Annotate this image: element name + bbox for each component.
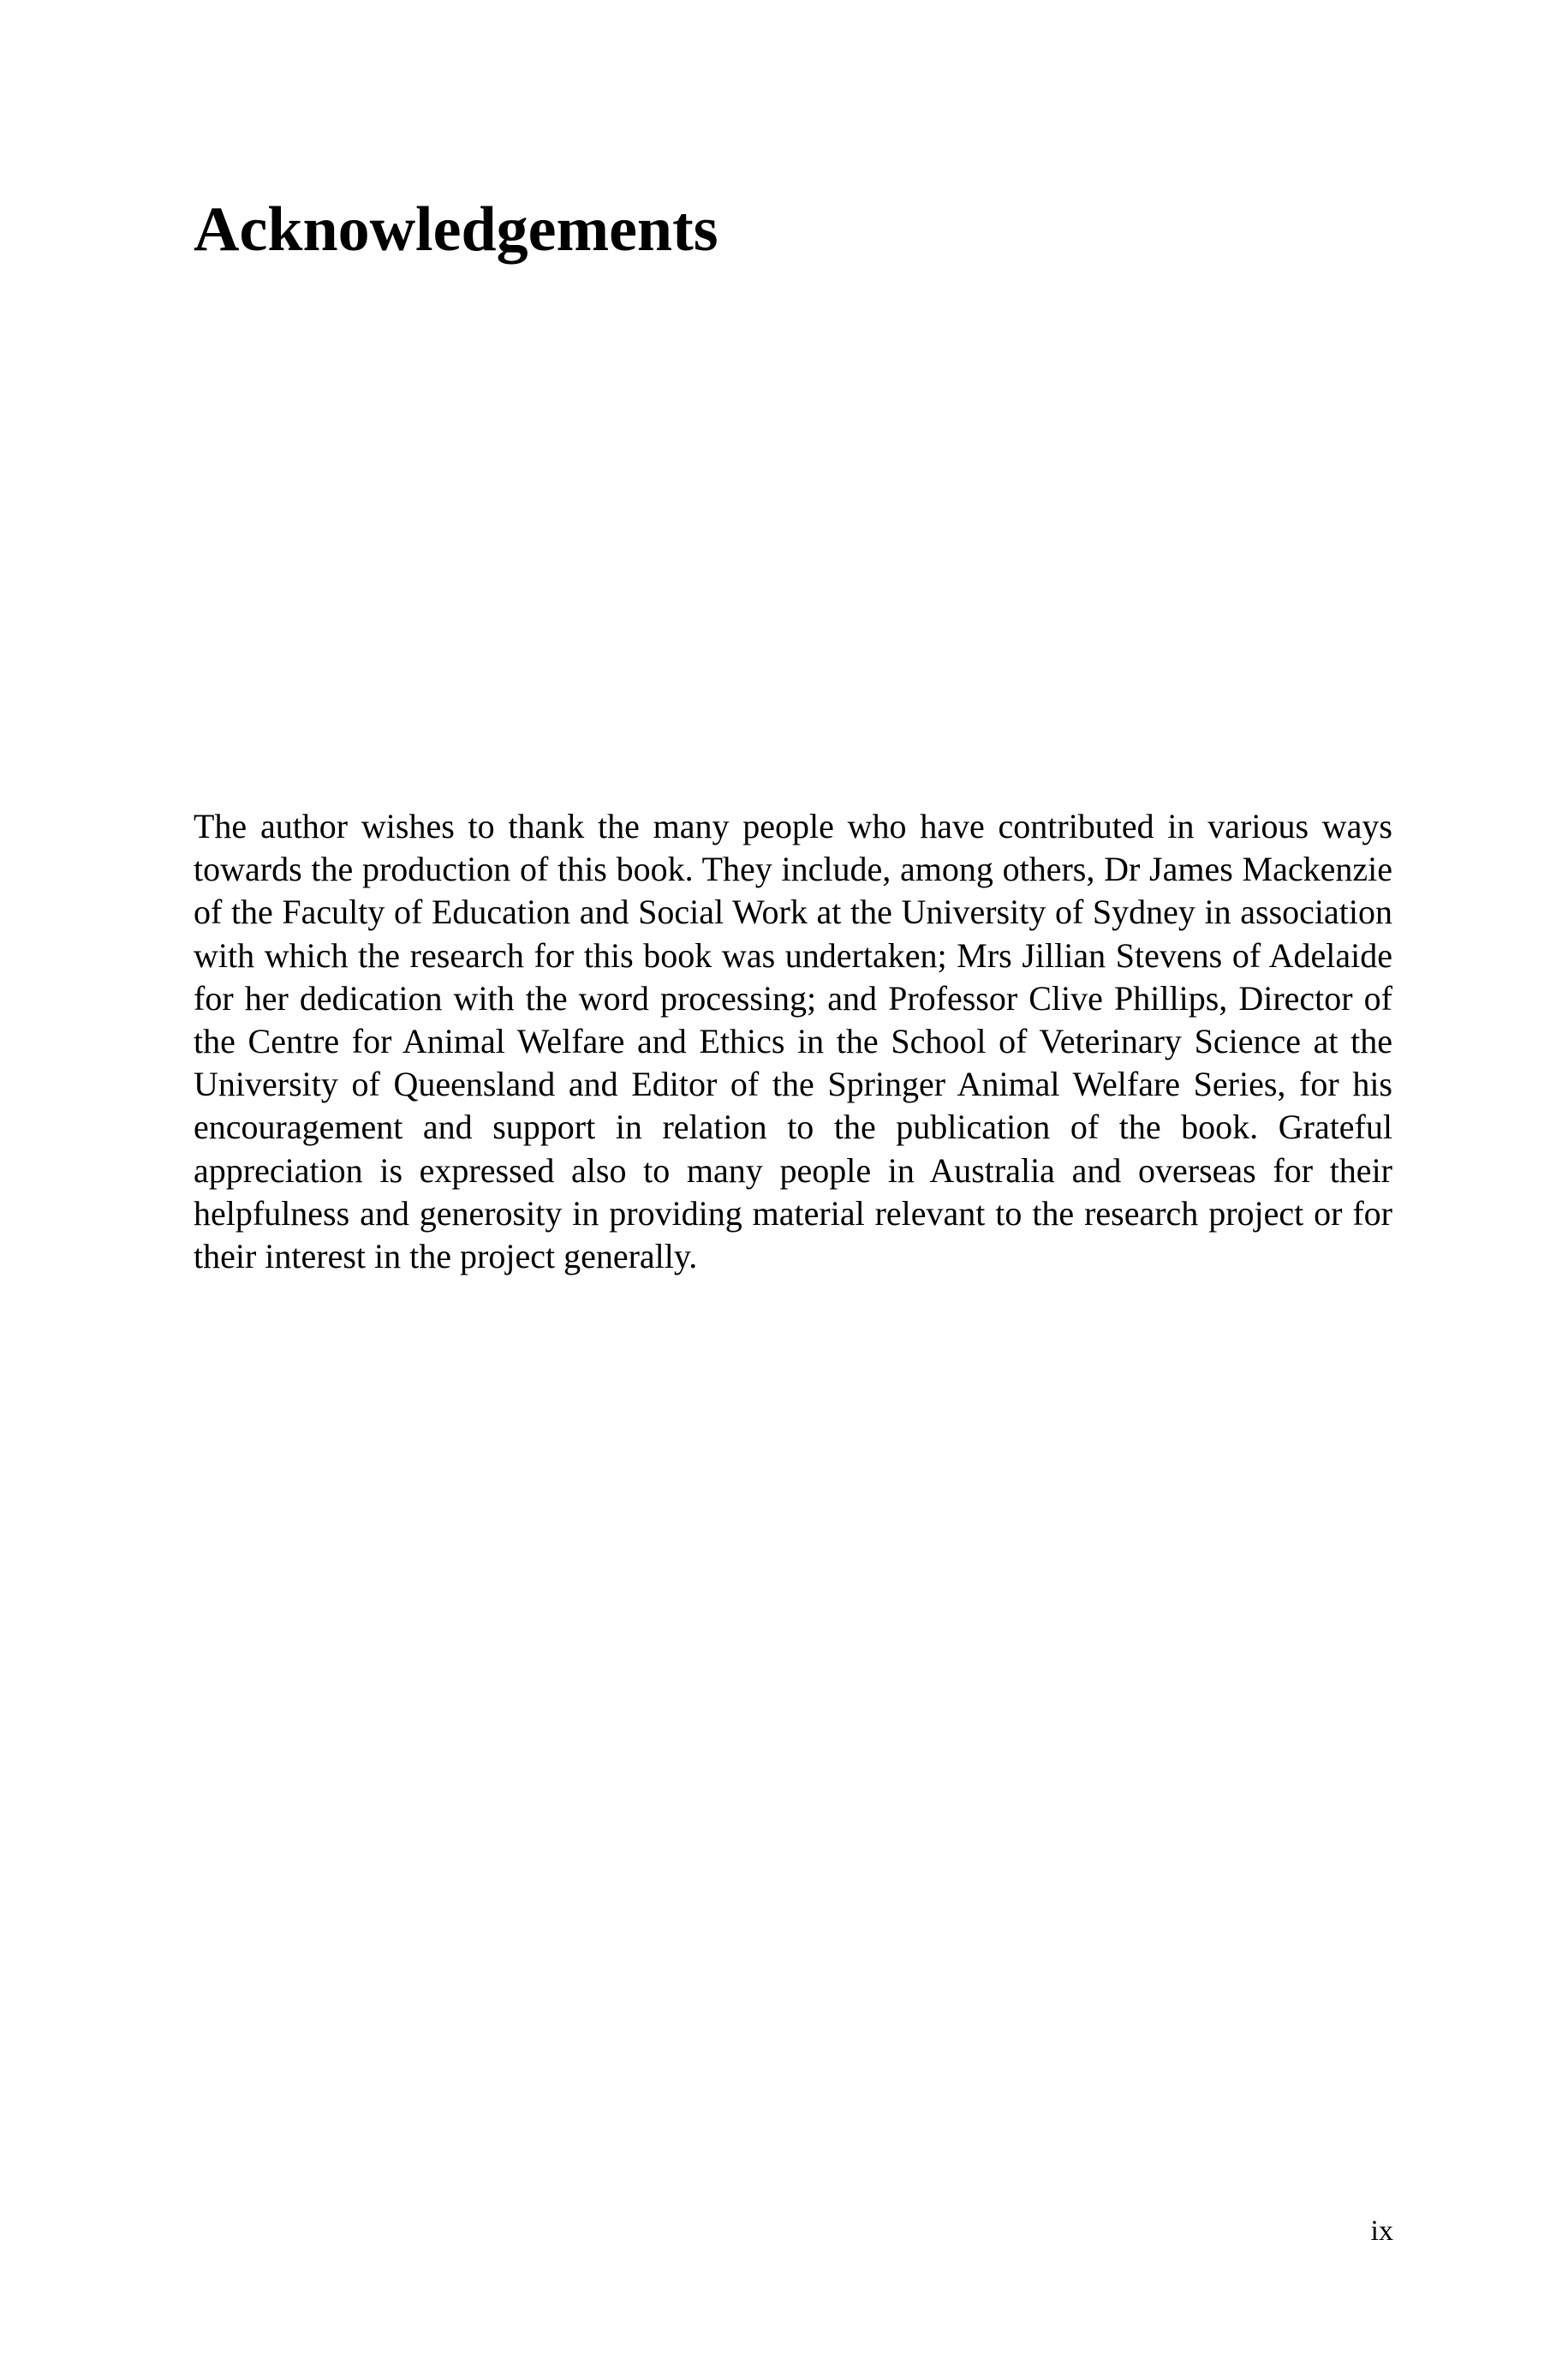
- page-number: ix: [1370, 2215, 1393, 2247]
- chapter-title: Acknowledgements: [194, 194, 718, 265]
- acknowledgements-paragraph: The author wishes to thank the many people who have contributed in various ways towards the production of this book. They include, among others, Dr James Mackenzie of the Faculty of Education and Social Work at the University of Sydney in association with which the research for this book was undertaken; Mrs Jillian Stevens of Adelaide for her dedication with the word processing; and Professor Clive Phillips, Director of the Centre for Animal Welfare and Ethics in the School of Veterinary Science at the University of Queensland and Editor of the Springer Animal Welfare Series, for his encouragement and support in relation to the publication of the book. Grateful appreciation is expressed also to many people in Australia and overseas for their helpfulness and generosity in providing material relevant to the research project or for their interest in the project generally.: [194, 807, 1392, 1276]
